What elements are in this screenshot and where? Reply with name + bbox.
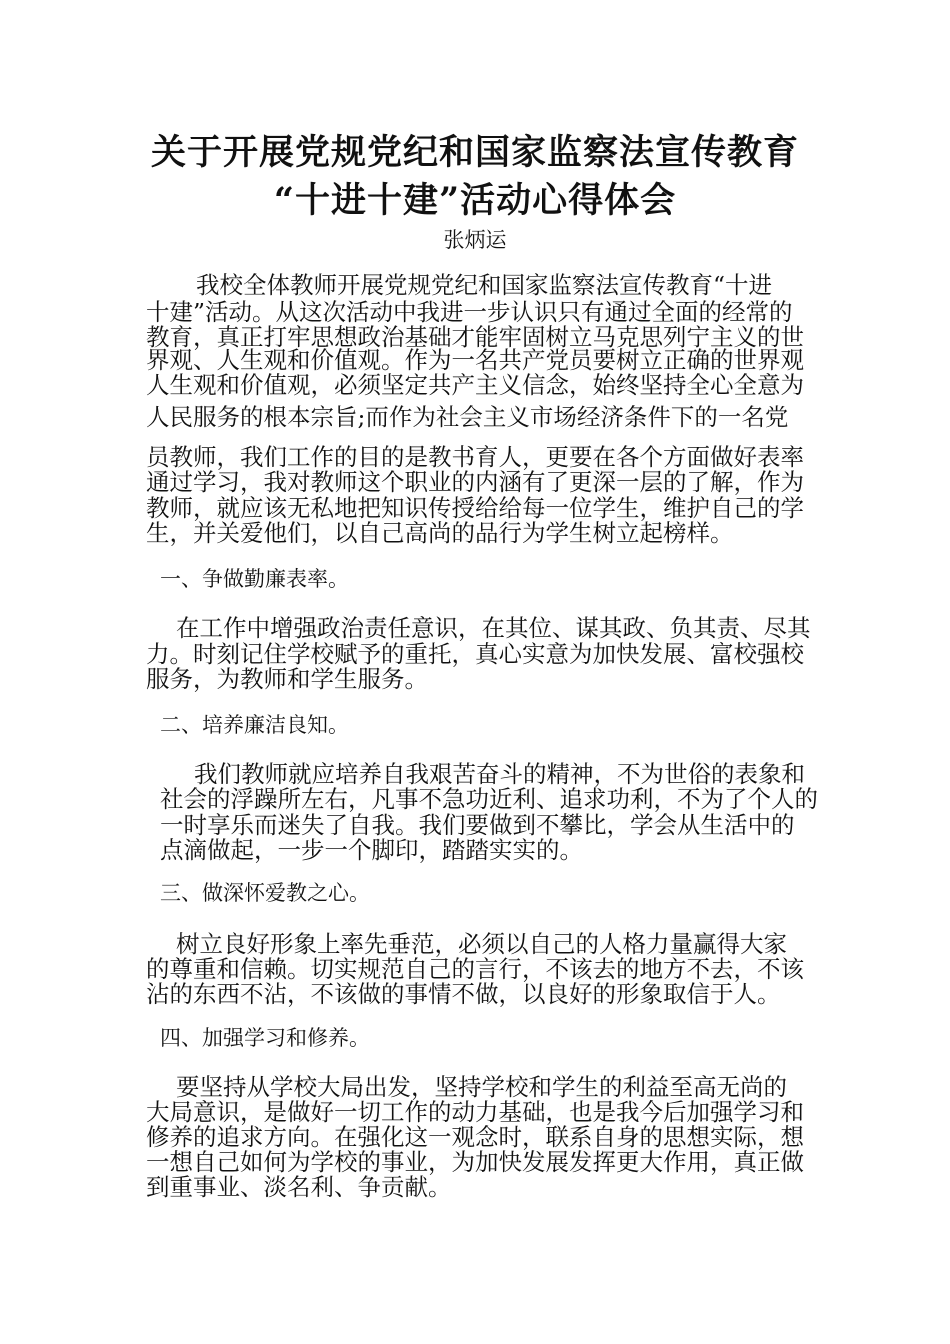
intro-line: 界观、人生观和价值观。作为一名共产党员要树立正确的世界观: [146, 346, 804, 374]
intro-line: 人生观和价值观，必须坚定共产主义信念，始终坚持全心全意为: [146, 371, 804, 399]
section-4-line: 到重事业、淡名利、争贡献。: [146, 1173, 452, 1201]
intro-line: 教师，就应该无私地把知识传授给给每一位学生，维护自己的学: [146, 494, 804, 522]
section-4-line: 要坚持从学校大局出发，坚持学校和学生的利益至高无尚的: [176, 1073, 787, 1101]
document-title-line-2: “十进十建”活动心得体会: [273, 180, 677, 221]
section-2-line: 点滴做起，一步一个脚印，踏踏实实的。: [160, 836, 583, 864]
section-heading-2: 二、培养廉洁良知。: [160, 713, 349, 737]
section-4-line: 一想自己如何为学校的事业，为加快发展发挥更大作用，真正做: [146, 1148, 804, 1176]
section-2-line: 一时享乐而迷失了自我。我们要做到不攀比，学会从生活中的: [160, 811, 795, 839]
section-1-line: 服务，为教师和学生服务。: [146, 665, 428, 693]
section-1-line: 在工作中增强政治责任意识，在其位、谋其政、负其责、尽其: [176, 614, 811, 642]
section-3-line: 沾的东西不沾，不该做的事情不做，以良好的形象取信于人。: [146, 980, 781, 1008]
intro-line: 教育，真正打牢思想政治基础才能牢固树立马克思列宁主义的世: [146, 323, 804, 351]
intro-line: 通过学习，我对教师这个职业的内涵有了更深一层的了解，作为: [146, 468, 804, 496]
intro-line: 人民服务的根本宗旨;而作为社会主义市场经济条件下的一名党: [146, 403, 789, 431]
author-name: 张炳运: [443, 228, 507, 252]
section-heading-4: 四、加强学习和修养。: [160, 1026, 370, 1050]
intro-line: 十建”活动。从这次活动中我进一步认识只有通过全面的经常的: [146, 298, 793, 326]
document-title-line-1: 关于开展党规党纪和国家监察法宣传教育: [150, 132, 799, 173]
section-2-line: 我们教师就应培养自我艰苦奋斗的精神，不为世俗的表象和: [194, 760, 805, 788]
intro-line: 生，并关爱他们，以自己高尚的品行为学生树立起榜样。: [146, 519, 734, 547]
section-heading-3: 三、做深怀爱教之心。: [160, 881, 370, 905]
section-1-line: 力。时刻记住学校赋予的重托，真心实意为加快发展、富校强校: [146, 640, 804, 668]
section-2-line: 社会的浮躁所左右，凡事不急功近利、追求功利，不为了个人的: [160, 785, 818, 813]
section-heading-1: 一、争做勤廉表率。: [160, 567, 349, 591]
section-3-line: 树立良好形象上率先垂范，必须以自己的人格力量赢得大家: [176, 930, 787, 958]
section-3-line: 的尊重和信赖。切实规范自己的言行，不该去的地方不去，不该: [146, 955, 804, 983]
intro-line: 员教师，我们工作的目的是教书育人，更要在各个方面做好表率: [146, 443, 804, 471]
section-4-line: 大局意识，是做好一切工作的动力基础，也是我今后加强学习和: [146, 1098, 804, 1126]
intro-line: 我校全体教师开展党规党纪和国家监察法宣传教育“十进: [196, 271, 773, 299]
section-4-line: 修养的追求方向。在强化这一观念时，联系自身的思想实际，想: [146, 1123, 804, 1151]
